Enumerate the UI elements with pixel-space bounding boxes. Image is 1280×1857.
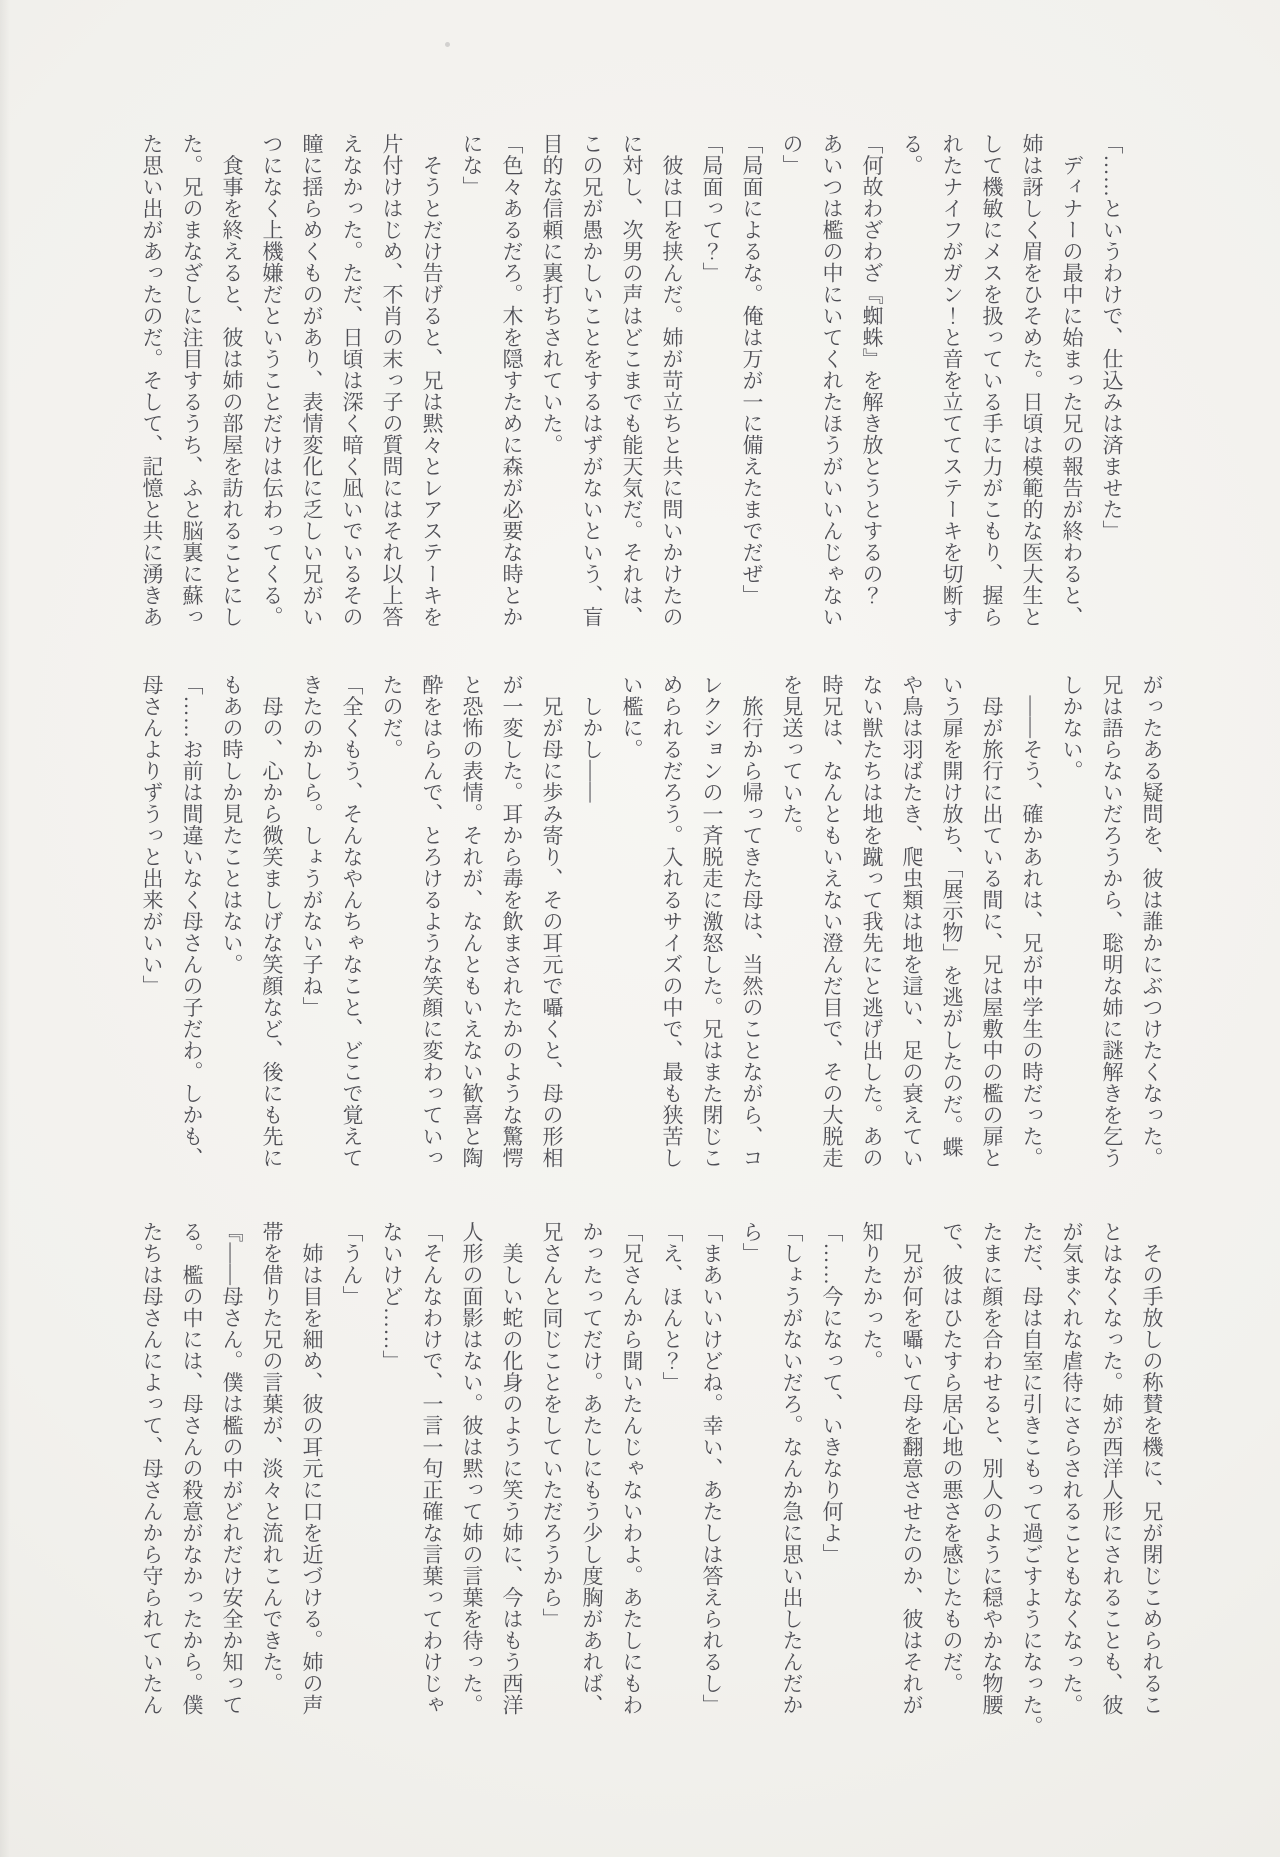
text-column: 兄は語らないだろうから、聡明な姉に謎解きを乞う (1100, 674, 1124, 1169)
text-column: められるだろう。入れるサイズの中で、最も狭苦し (660, 674, 684, 1169)
text-column: もあの時しか見たことはない。 (220, 674, 244, 975)
text-column: 「しょうがないだろ。なんか急に思い出したんだか (780, 1221, 804, 1716)
text-column: が一変した。耳から毒を飲まされたかのような驚愕 (500, 674, 524, 1169)
text-column: しかない。 (1060, 674, 1084, 782)
text-column: た。兄のまなざしに注目するうち、ふと脳裏に蘇っ (180, 133, 204, 628)
text-column: ディナーの最中に始まった兄の報告が終わると、 (1060, 133, 1084, 628)
text-column: たまに顔を合わせると、別人のように穏やかな物腰 (980, 1221, 1004, 1716)
text-column: 「局面って？」 (700, 133, 724, 284)
text-band-top (132, 133, 1132, 678)
text-column: ないけど……」 (380, 1221, 404, 1372)
text-column: たのだ。 (380, 674, 404, 760)
text-column: 「局面によるな。俺は万が一に備えたまでだぜ」 (740, 133, 764, 606)
text-column: 旅行から帰ってきた母は、当然のことながら、コ (740, 674, 764, 1169)
text-column: ら」 (740, 1221, 764, 1264)
text-column: ——そう、確かあれは、兄が中学生の時だった。 (1020, 674, 1044, 1169)
text-column: かったってだけ。あたしにもう少し度胸があれば、 (580, 1221, 604, 1716)
text-column: で、彼はひたすら居心地の悪さを感じたものだ。 (940, 1221, 964, 1694)
text-band-middle (132, 674, 1172, 1219)
text-column: ただ、母は自室に引きこもって過ごすようになった。 (1020, 1221, 1044, 1737)
text-column: たちは母さんによって、母さんから守られていたん (140, 1221, 164, 1716)
text-column: とはなくなった。姉が西洋人形にされることも、彼 (1100, 1221, 1124, 1716)
text-column: に対し、次男の声はどこまでも能天気だ。それは、 (620, 133, 644, 628)
text-column: 姉は目を細め、彼の耳元に口を近づける。姉の声 (300, 1221, 324, 1716)
text-column: 姉は訝しく眉をひそめた。日頃は模範的な医大生と (1020, 133, 1044, 628)
text-column: ない獣たちは地を蹴って我先にと逃げ出した。あの (860, 674, 884, 1169)
scan-edge-shadow (0, 0, 10, 1857)
text-column: 酔をはらんで、とろけるような笑顔に変わっていっ (420, 674, 444, 1169)
text-column: 食事を終えると、彼は姉の部屋を訪れることにし (220, 133, 244, 628)
text-column: 母が旅行に出ている間に、兄は屋敷中の檻の扉と (980, 674, 1004, 1169)
text-column: 瞳に揺らめくものがあり、表情変化に乏しい兄がい (300, 133, 324, 628)
text-column: 美しい蛇の化身のように笑う姉に、今はもう西洋 (500, 1221, 524, 1716)
text-column: 目的な信頼に裏打ちされていた。 (540, 133, 564, 456)
text-column: 帯を借りた兄の言葉が、淡々と流れこんできた。 (260, 1221, 284, 1694)
text-column: して機敏にメスを扱っている手に力がこもり、握ら (980, 133, 1004, 628)
text-column: 「……というわけで、仕込みは済ませた」 (1100, 133, 1124, 542)
text-band-bottom (132, 1221, 1172, 1766)
text-column: いう扉を開け放ち、「展示物」を逃がしたのだ。蝶 (940, 674, 964, 1158)
text-column: 知りたかった。 (860, 1221, 884, 1372)
text-column: れたナイフがガン！と音を立ててステーキを切断す (940, 133, 964, 628)
text-column: る。 (900, 133, 924, 176)
text-column: る。檻の中には、母さんの殺意がなかったから。僕 (180, 1221, 204, 1716)
text-column: 「まあいいけどね。幸い、あたしは答えられるし」 (700, 1221, 724, 1716)
text-column: 兄が何を囁いて母を翻意させたのか、彼はそれが (900, 1221, 924, 1716)
text-column: が気まぐれな虐待にさらされることもなくなった。 (1060, 1221, 1084, 1716)
text-column: つになく上機嫌だということだけは伝わってくる。 (260, 133, 284, 628)
text-column: にな」 (460, 133, 484, 198)
text-column: きたのかしら。しょうがない子ね」 (300, 674, 324, 1018)
text-column: た思い出があったのだ。そして、記憶と共に湧きあ (140, 133, 164, 628)
text-column: 人形の面影はない。彼は黙って姉の言葉を待った。 (460, 1221, 484, 1716)
text-column: えなかった。ただ、日頃は深く暗く凪いでいるその (340, 133, 364, 628)
text-column: がったある疑問を、彼は誰かにぶつけたくなった。 (1140, 674, 1164, 1169)
text-column: の」 (780, 133, 804, 176)
text-column: 「え、ほんと？」 (660, 1221, 684, 1393)
text-column: を見送っていた。 (780, 674, 804, 846)
text-column: 片付けはじめ、不肖の末っ子の質問にはそれ以上答 (380, 133, 404, 628)
text-column: と恐怖の表情。それが、なんともいえない歓喜と陶 (460, 674, 484, 1169)
text-column: 彼は口を挟んだ。姉が苛立ちと共に問いかけたの (660, 133, 684, 628)
text-column: 時兄は、なんともいえない澄んだ目で、その大脱走 (820, 674, 844, 1169)
text-column: この兄が愚かしいことをするはずがないという、盲 (580, 133, 604, 628)
text-column: 母の、心から微笑ましげな笑顔など、後にも先に (260, 674, 284, 1169)
text-column: 「……今になって、いきなり何よ」 (820, 1221, 844, 1565)
text-column: その手放しの称賛を機に、兄が閉じこめられるこ (1140, 1221, 1164, 1716)
text-column: 「色々あるだろ。木を隠すために森が必要な時とか (500, 133, 524, 628)
text-column: 「うん」 (340, 1221, 364, 1307)
text-column: 「兄さんから聞いたんじゃないわよ。あたしにもわ (620, 1221, 644, 1716)
text-column: あいつは檻の中にいてくれたほうがいいんじゃない (820, 133, 844, 628)
text-column: レクションの一斉脱走に激怒した。兄はまた閉じこ (700, 674, 724, 1169)
scan-speck (445, 42, 450, 47)
text-column: い檻に。 (620, 674, 644, 760)
text-column: 「そんなわけで、一言一句正確な言葉ってわけじゃ (420, 1221, 444, 1716)
text-column: そうとだけ告げると、兄は黙々とレアステーキを (420, 133, 444, 628)
text-column: 「……お前は間違いなく母さんの子だわ。しかも、 (180, 674, 204, 1169)
text-column: しかし—— (580, 674, 604, 803)
text-column: 兄が母に歩み寄り、その耳元で囁くと、母の形相 (540, 674, 564, 1169)
text-column: 「何故わざわざ『蜘蛛』を解き放とうとするの？ (860, 133, 884, 606)
text-column: 『——母さん。僕は檻の中がどれだけ安全か知って (220, 1221, 244, 1716)
text-column: 兄さんと同じことをしていただろうから」 (540, 1221, 564, 1630)
text-column: 母さんよりずうっと出来がいい」 (140, 674, 164, 997)
text-column: や鳥は羽ばたき、爬虫類は地を這い、足の衰えてい (900, 674, 924, 1169)
text-column: 「全くもう、そんなやんちゃなこと、どこで覚えて (340, 674, 364, 1169)
